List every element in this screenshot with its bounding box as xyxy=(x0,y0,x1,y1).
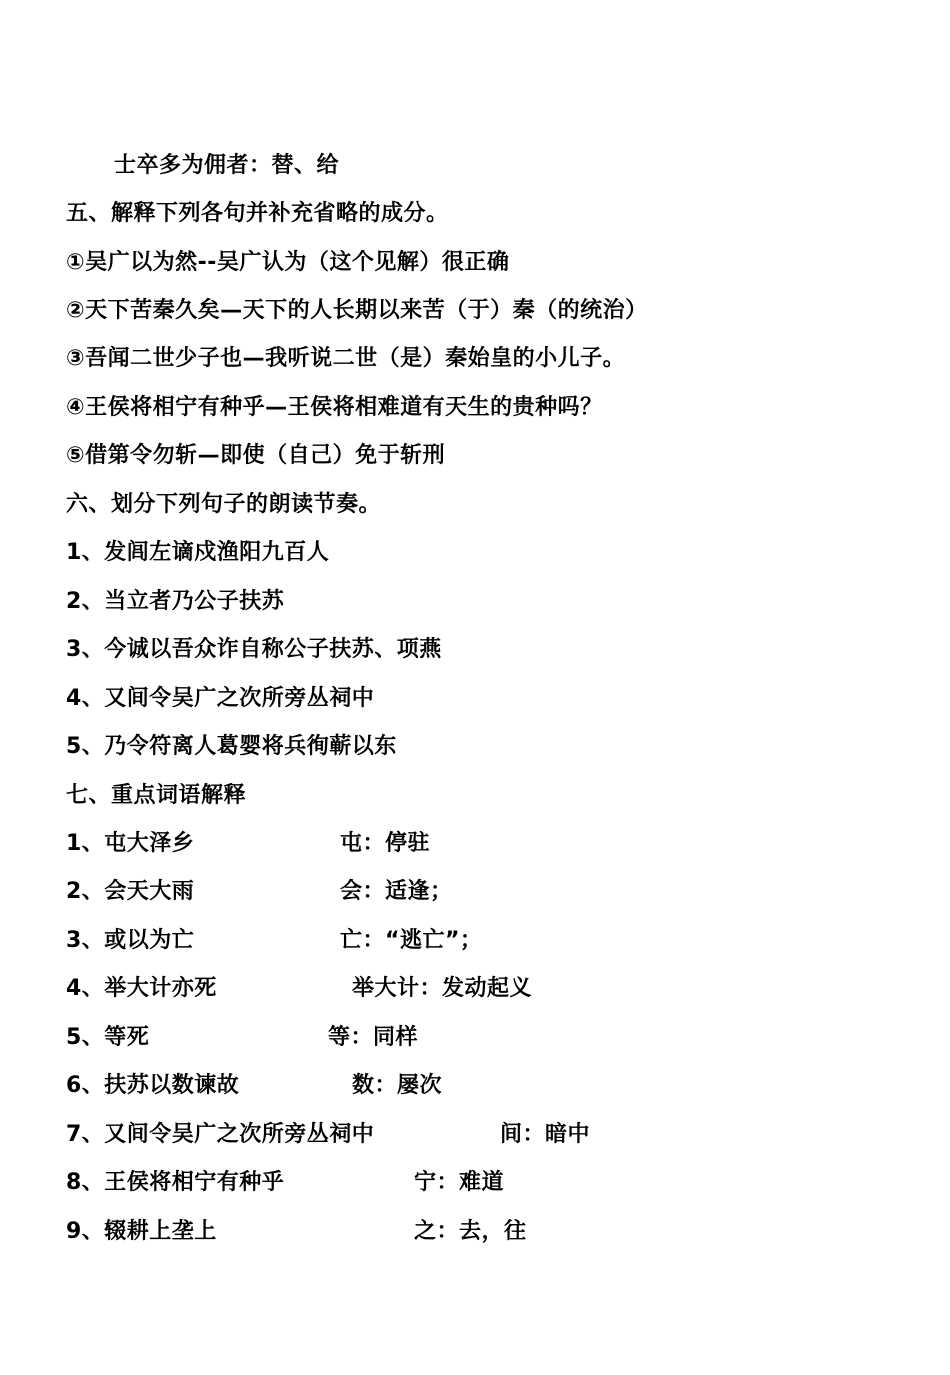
section5-item: ⑤借第令勿斩—即使（自己）免于斩刑 xyxy=(66,443,446,468)
vocab-row xyxy=(66,1217,886,1247)
vocab-phrase: 5、等死 xyxy=(66,1025,150,1050)
vocab-gloss: 举大计：发动起义 xyxy=(352,976,533,1001)
section6-item: 3、今诚以吾众诈自称公子扶苏、项燕 xyxy=(66,637,442,662)
vocab-phrase: 3、或以为亡 xyxy=(66,928,195,953)
vocab-row xyxy=(66,1023,886,1053)
vocab-gloss: 会：适逢； xyxy=(340,879,453,904)
intro-line: 士卒多为佣者：替、给 xyxy=(114,153,340,178)
vocab-row xyxy=(66,926,886,956)
vocab-row xyxy=(66,829,886,859)
section6-item: 2、当立者乃公子扶苏 xyxy=(66,589,285,614)
vocab-gloss: 间：暗中 xyxy=(500,1122,591,1147)
vocab-row xyxy=(66,1168,886,1198)
vocab-phrase: 4、举大计亦死 xyxy=(66,976,217,1001)
section6-heading: 六、划分下列句子的朗读节奏。 xyxy=(66,492,382,517)
section6-item: 1、发闾左谪戍渔阳九百人 xyxy=(66,540,330,565)
vocab-row xyxy=(66,1071,886,1101)
section5-item: ③吾闻二世少子也—我听说二世（是）秦始皇的小儿子。 xyxy=(66,346,626,371)
section6-item: 5、乃令符离人葛婴将兵徇蕲以东 xyxy=(66,734,397,759)
vocab-gloss: 之：去，往 xyxy=(414,1219,527,1244)
vocab-gloss: 屯：停驻 xyxy=(340,831,431,856)
vocab-row xyxy=(66,974,886,1004)
section5-item: ②天下苦秦久矣—天下的人长期以来苦（于）秦（的统治） xyxy=(66,298,648,323)
vocab-phrase: 9、辍耕上垄上 xyxy=(66,1219,217,1244)
section7-heading: 七、重点词语解释 xyxy=(66,783,247,808)
vocab-gloss: 宁：难道 xyxy=(414,1170,505,1195)
vocab-gloss: 数：屡次 xyxy=(352,1073,443,1098)
vocab-phrase: 7、又间令吴广之次所旁丛祠中 xyxy=(66,1122,375,1147)
section5-item: ①吴广以为然--吴广认为（这个见解）很正确 xyxy=(66,250,510,275)
vocab-phrase: 1、屯大泽乡 xyxy=(66,831,195,856)
vocab-row xyxy=(66,1120,886,1150)
section6-item: 4、又间令吴广之次所旁丛祠中 xyxy=(66,686,375,711)
vocab-row xyxy=(66,877,886,907)
vocab-phrase: 2、会天大雨 xyxy=(66,879,195,904)
vocab-gloss: 等：同样 xyxy=(328,1025,419,1050)
vocab-phrase: 8、王侯将相宁有种乎 xyxy=(66,1170,285,1195)
section5-heading: 五、解释下列各句并补充省略的成分。 xyxy=(66,201,449,226)
section5-item: ④王侯将相宁有种乎—王侯将相难道有天生的贵种吗？ xyxy=(66,395,603,420)
vocab-phrase: 6、扶苏以数谏故 xyxy=(66,1073,240,1098)
vocab-gloss: 亡：“逃亡”； xyxy=(340,928,483,953)
